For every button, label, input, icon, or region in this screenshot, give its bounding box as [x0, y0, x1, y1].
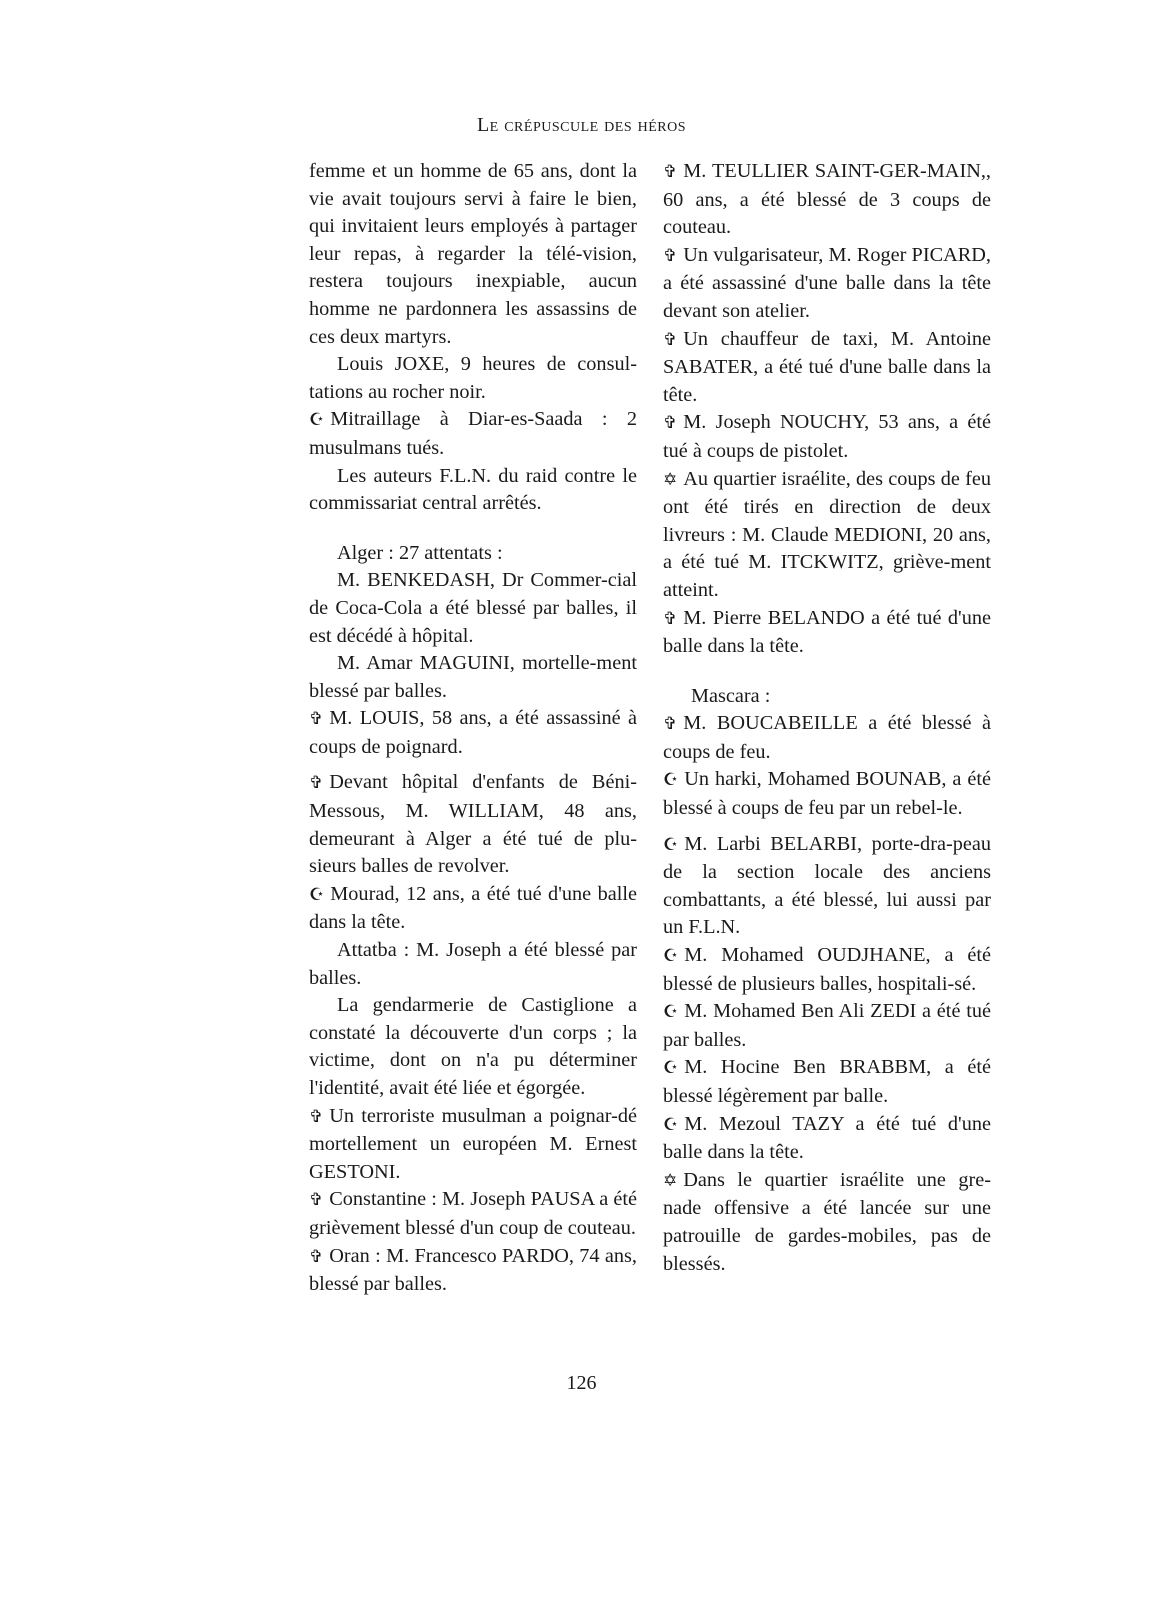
cross-icon: ✞ [663, 245, 678, 266]
paragraph: ✞ Un chauffeur de taxi, M. Antoine SABATER, a été tué d'une balle dans la tête. [663, 327, 991, 406]
paragraph: ✞ Un terroriste musulman a poignar-dé mortellement un européen M. Ernest GESTONI. [309, 1104, 637, 1183]
crescent-icon: ☪ [663, 834, 679, 855]
cross-icon: ✞ [663, 413, 678, 434]
paragraph: ✞ M. LOUIS, 58 ans, a été assassiné à coups de poignard. [309, 707, 637, 758]
cross-icon: ✞ [309, 709, 324, 730]
paragraph: ✞ Devant hôpital d'enfants de Béni-Messous, M. WILLIAM, 48 ans, demeurant à Alger a été tué de plu-sieurs balles de revolver. [309, 771, 637, 878]
paragraph: ✞ M. BOUCABEILLE a été blessé à coups de feu. [663, 712, 991, 763]
paragraph: ☪ M. Mohamed Ben Ali ZEDI a été tué par balles. [663, 1000, 991, 1051]
star-of-david-icon: ✡ [663, 469, 678, 490]
paragraph: M. Amar MAGUINI, mortelle-ment blessé par balles. [309, 652, 637, 702]
paragraph: M. BENKEDASH, Dr Commer-cial de Coca-Cola a été blessé par balles, il est décédé à hôpital. [309, 569, 637, 647]
cross-icon: ✞ [309, 1246, 324, 1267]
paragraph: ✞ Oran : M. Francesco PARDO, 74 ans, blessé par balles. [309, 1244, 637, 1296]
paragraph: ✞ Constantine : M. Joseph PAUSA a été grièvement blessé d'un coup de couteau. [309, 1188, 637, 1239]
paragraph: ☪ M. Hocine Ben BRABBM, a été blessé légèrement par balle. [663, 1056, 991, 1107]
paragraph: ✡ Dans le quartier israélite une gre-nade offensive a été lancée sur une patrouille de gardes-mobiles, pas de blessés. [663, 1168, 991, 1275]
page-number: 126 [566, 1372, 597, 1394]
cross-icon: ✞ [309, 773, 324, 794]
paragraph: Mascara : [691, 684, 771, 707]
crescent-icon: ☪ [663, 1114, 679, 1135]
crescent-icon: ☪ [309, 884, 325, 905]
paragraph: Les auteurs F.L.N. du raid contre le commissariat central arrêtés. [309, 464, 637, 515]
star-of-david-icon: ✡ [663, 1170, 678, 1191]
left-column [309, 158, 637, 1299]
cross-icon: ✞ [663, 329, 678, 350]
paragraph: La gendarmerie de Castiglione a constaté la découverte d'un corps ; la victime, dont on n'a pu déterminer l'identité, avait été liée et égorgée. [309, 994, 637, 1099]
right-column [663, 158, 991, 1278]
running-header [0, 114, 1163, 137]
paragraph: ✞ Un vulgarisateur, M. Roger PICARD, a été assassiné d'une balle dans la tête devant son atelier. [663, 243, 991, 322]
paragraph: ☪ M. Mezoul TAZY a été tué d'une balle dans la tête. [663, 1112, 991, 1164]
cross-icon: ✞ [309, 1190, 324, 1211]
paragraph: Attatba : M. Joseph a été blessé par balles. [309, 939, 637, 989]
paragraph: Louis JOXE, 9 heures de consul-tations au rocher noir. [309, 353, 637, 403]
crescent-icon: ☪ [663, 770, 679, 791]
crescent-icon: ☪ [309, 410, 325, 431]
paragraph: ✡ Au quartier israélite, des coups de feu ont été tirés en direction de deux livreurs : M. Claude MEDIONI, 20 ans, a été tué M. ITCKWITZ, griève-ment atteint. [663, 467, 991, 601]
paragraph: ✞ M. TEULLIER SAINT-GER-MAIN,, 60 ans, a été blessé de 3 coups de couteau. [663, 160, 991, 239]
paragraph: femme et un homme de 65 ans, dont la vie avait toujours servi à faire le bien, qui invitaient leurs employés à partager leur repas, à regarder la télé-vision, restera toujours inexpiable, aucun homme ne pardonnera les assassins de ces deux martyrs. [309, 160, 637, 348]
header-title: Le crépuscule des héros [476, 114, 687, 136]
cross-icon: ✞ [663, 162, 678, 182]
paragraph: ☪ Un harki, Mohamed BOUNAB, a été blessé à coups de feu par un rebel-le. [663, 768, 991, 820]
paragraph: ✞ M. Joseph NOUCHY, 53 ans, a été tué à coups de pistolet. [663, 411, 991, 462]
paragraph: ☪ M. Larbi BELARBI, porte-dra-peau de la section locale des anciens combattants, a été blessé, lui aussi par un F.L.N. [663, 832, 991, 939]
paragraph: ☪ Mitraillage à Diar-es-Saada : 2 musulmans tués. [309, 408, 637, 459]
cross-icon: ✞ [663, 714, 678, 735]
paragraph: Alger : 27 attentats : [337, 541, 503, 564]
crescent-icon: ☪ [663, 1058, 679, 1079]
paragraph: ✞ M. Pierre BELANDO a été tué d'une balle dans la tête. [663, 606, 991, 658]
cross-icon: ✞ [309, 1106, 324, 1127]
crescent-icon: ☪ [663, 946, 679, 967]
cross-icon: ✞ [663, 608, 678, 629]
crescent-icon: ☪ [663, 1002, 679, 1023]
paragraph: ☪ Mourad, 12 ans, a été tué d'une balle dans la tête. [309, 882, 637, 934]
paragraph: ☪ M. Mohamed OUDJHANE, a été blessé de plusieurs balles, hospitali-sé. [663, 944, 991, 995]
